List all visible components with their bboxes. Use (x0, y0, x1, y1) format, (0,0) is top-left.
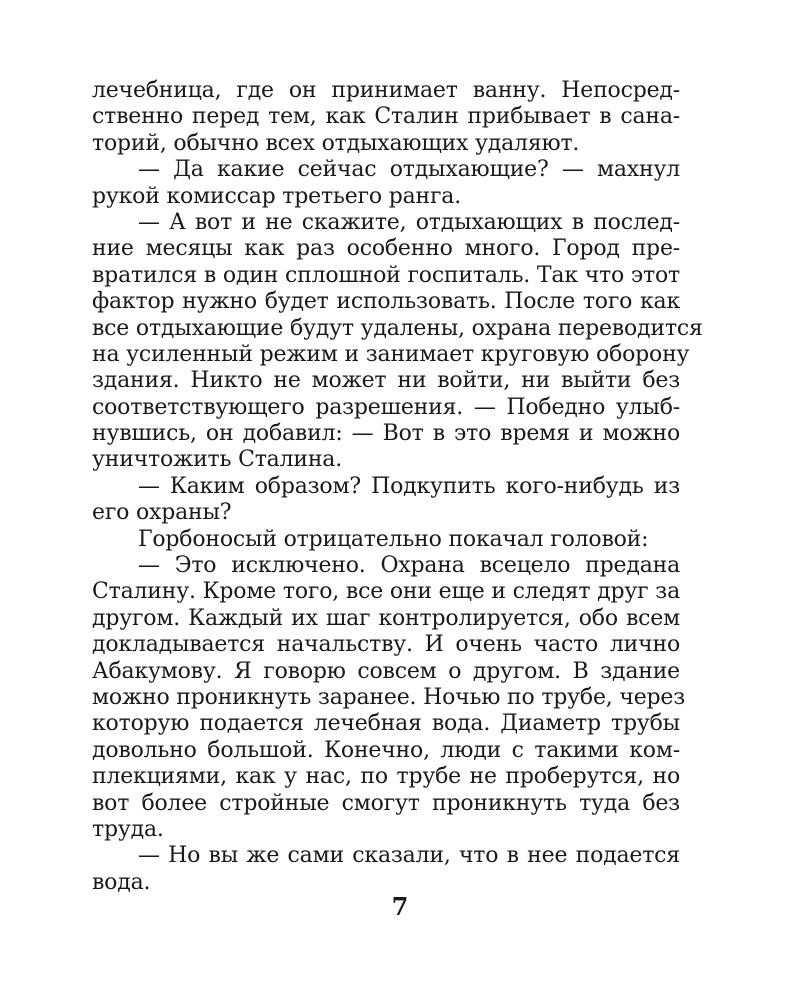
text-line: плекциями, как у нас, по трубе не проберутся, но (92, 764, 680, 790)
text-line: нувшись, он добавил: — Вот в это время и можно (92, 421, 680, 447)
book-page (92, 78, 703, 896)
text-line: здания. Никто не может ни войти, ни выйти без (92, 368, 680, 394)
text-line: которую подается лечебная вода. Диаметр трубы (92, 711, 680, 737)
page-number: 7 (391, 892, 409, 921)
text-line: докладывается начальству. И очень часто лично (92, 632, 680, 658)
text-line: труда. (92, 816, 164, 842)
text-line: другом. Каждый их шаг контролируется, обо всем (92, 605, 680, 631)
text-line: вода. (92, 869, 151, 895)
text-line: лечебница, где он принимает ванну. Непосред- (92, 78, 680, 103)
text-line: вот более стройные смогут проникнуть туда без (92, 790, 680, 816)
text-line: торий, обычно всех отдыхающих удаляют. (92, 130, 580, 156)
text-line: уничтожить Сталина. (92, 447, 343, 473)
text-line: фактор нужно будет использовать. После того как (92, 289, 680, 315)
text-line: вратился в один сплошной госпиталь. Так что этот (92, 262, 680, 288)
text-line: Сталину. Кроме того, все они еще и следят друг за (92, 579, 680, 605)
text-line: — А вот и не скажите, отдыхающих в послед- (138, 209, 680, 235)
text-line: соответствующего разрешения. — Победно улыб- (92, 394, 680, 420)
text-line: довольно большой. Конечно, люди с такими ком- (92, 737, 680, 763)
text-line: можно проникнуть заранее. Ночью по трубе, через (92, 684, 686, 710)
text-line: на усиленный режим и занимает круговую оборону (92, 341, 690, 367)
body-text (92, 78, 703, 896)
text-line: рукой комиссар третьего ранга. (92, 183, 461, 209)
text-line: — Да какие сейчас отдыхающие? — махнул (138, 157, 680, 183)
text-line: — Но вы же сами сказали, что в нее подается (138, 843, 680, 869)
text-line: все отдыхающие будут удалены, охрана переводится (92, 315, 703, 341)
text-line: Горбоносый отрицательно покачал головой: (138, 526, 649, 552)
text-line: Абакумову. Я говорю совсем о другом. В здание (92, 658, 680, 684)
text-line: ние месяцы как раз особенно много. Город пре- (92, 236, 680, 262)
text-line: его охраны? (92, 500, 232, 526)
text-line: ственно перед тем, как Сталин прибывает в сана- (92, 104, 680, 130)
text-line: — Это исключено. Охрана всецело предана (138, 553, 680, 579)
text-line: — Каким образом? Подкупить кого-нибудь из (138, 473, 680, 499)
